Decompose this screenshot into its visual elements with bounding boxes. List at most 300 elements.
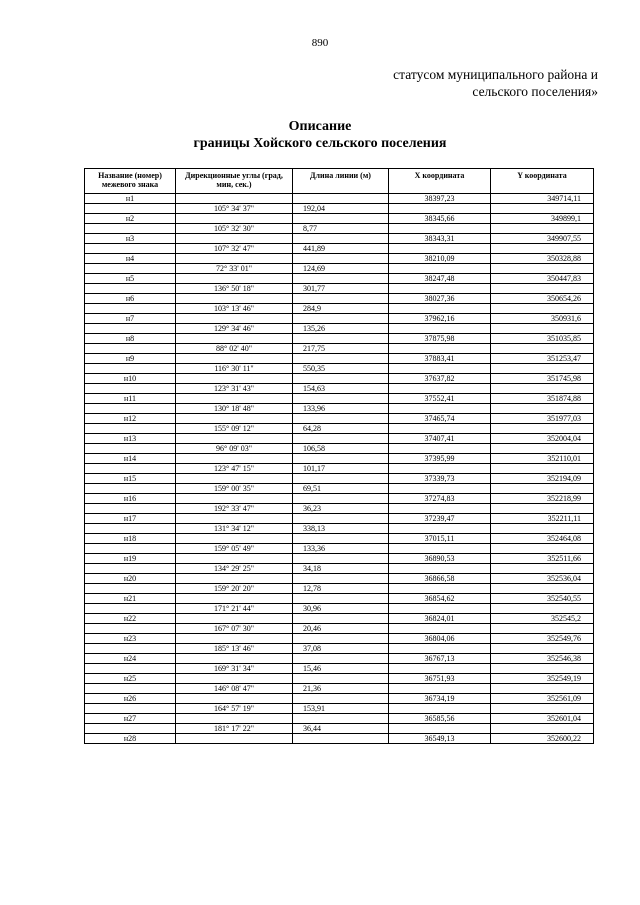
empty-cell [389, 464, 491, 474]
point-row [85, 594, 594, 604]
point-name: н20 [85, 574, 176, 584]
segment-row [85, 304, 594, 314]
empty-cell [293, 354, 389, 364]
segment-row [85, 724, 594, 734]
point-name: н10 [85, 374, 176, 384]
empty-cell [176, 374, 293, 384]
x-coordinate: 36734,19 [389, 694, 491, 704]
direction-angle: 146° 08' 47" [176, 684, 293, 694]
x-coordinate: 37552,41 [389, 394, 491, 404]
empty-cell [293, 434, 389, 444]
point-row [85, 294, 594, 304]
point-row [85, 674, 594, 684]
point-row [85, 314, 594, 324]
empty-cell [293, 374, 389, 384]
segment-row [85, 284, 594, 294]
empty-cell [293, 614, 389, 624]
empty-cell [293, 694, 389, 704]
line-length: 64,28 [293, 424, 389, 434]
x-coordinate: 36751,93 [389, 674, 491, 684]
empty-cell [293, 494, 389, 504]
y-coordinate: 352540,55 [491, 594, 594, 604]
empty-cell [491, 324, 594, 334]
empty-cell [389, 284, 491, 294]
x-coordinate: 36804,06 [389, 634, 491, 644]
direction-angle: 105° 34' 37" [176, 204, 293, 214]
empty-cell [389, 564, 491, 574]
empty-cell [389, 704, 491, 714]
direction-angle: 134° 29' 25" [176, 564, 293, 574]
y-coordinate: 351253,47 [491, 354, 594, 364]
empty-cell [85, 684, 176, 694]
x-coordinate: 36824,01 [389, 614, 491, 624]
point-name: н15 [85, 474, 176, 484]
empty-cell [85, 364, 176, 374]
empty-cell [85, 424, 176, 434]
point-name: н3 [85, 234, 176, 244]
y-coordinate: 350654,26 [491, 294, 594, 304]
y-coordinate: 352549,76 [491, 634, 594, 644]
empty-cell [389, 444, 491, 454]
empty-cell [176, 294, 293, 304]
point-name: н6 [85, 294, 176, 304]
y-coordinate: 352600,22 [491, 734, 594, 744]
empty-cell [293, 574, 389, 584]
y-coordinate: 352194,09 [491, 474, 594, 484]
line-length: 101,17 [293, 464, 389, 474]
y-coordinate: 352211,11 [491, 514, 594, 524]
x-coordinate: 37339,73 [389, 474, 491, 484]
direction-angle: 136° 50' 18" [176, 284, 293, 294]
y-coordinate: 351977,03 [491, 414, 594, 424]
y-coordinate: 351874,88 [491, 394, 594, 404]
x-coordinate: 37395,99 [389, 454, 491, 464]
point-name: н14 [85, 454, 176, 464]
line-length: 284,9 [293, 304, 389, 314]
empty-cell [491, 724, 594, 734]
x-coordinate: 37239,47 [389, 514, 491, 524]
empty-cell [293, 234, 389, 244]
line-length: 133,36 [293, 544, 389, 554]
point-name: н12 [85, 414, 176, 424]
segment-row [85, 584, 594, 594]
empty-cell [491, 704, 594, 714]
point-name: н24 [85, 654, 176, 664]
empty-cell [85, 584, 176, 594]
x-coordinate: 37465,74 [389, 414, 491, 424]
header-x: X координата [389, 169, 491, 194]
x-coordinate: 38345,66 [389, 214, 491, 224]
point-name: н27 [85, 714, 176, 724]
direction-angle: 167° 07' 30" [176, 624, 293, 634]
empty-cell [389, 504, 491, 514]
segment-row [85, 244, 594, 254]
header-y: Y координата [491, 169, 594, 194]
point-name: н4 [85, 254, 176, 264]
empty-cell [389, 424, 491, 434]
point-row [85, 654, 594, 664]
direction-angle: 123° 47' 15" [176, 464, 293, 474]
empty-cell [85, 524, 176, 534]
empty-cell [85, 284, 176, 294]
point-name: н23 [85, 634, 176, 644]
document-title [0, 118, 640, 152]
direction-angle: 105° 32' 30" [176, 224, 293, 234]
empty-cell [85, 224, 176, 234]
segment-row [85, 524, 594, 534]
segment-row [85, 464, 594, 474]
empty-cell [176, 194, 293, 204]
empty-cell [176, 434, 293, 444]
line-length: 30,96 [293, 604, 389, 614]
segment-row [85, 444, 594, 454]
point-name: н5 [85, 274, 176, 284]
point-row [85, 254, 594, 264]
line-length: 217,75 [293, 344, 389, 354]
empty-cell [389, 484, 491, 494]
direction-angle: 169° 31' 34" [176, 664, 293, 674]
empty-cell [176, 474, 293, 484]
empty-cell [389, 304, 491, 314]
empty-cell [491, 644, 594, 654]
y-coordinate: 352004,04 [491, 434, 594, 444]
empty-cell [176, 514, 293, 524]
segment-row [85, 664, 594, 674]
direction-angle: 96° 09' 03" [176, 444, 293, 454]
empty-cell [389, 264, 491, 274]
status-text [393, 66, 598, 100]
direction-angle: 72° 33' 01" [176, 264, 293, 274]
empty-cell [85, 404, 176, 414]
empty-cell [293, 534, 389, 544]
x-coordinate: 36890,53 [389, 554, 491, 564]
y-coordinate: 352536,04 [491, 574, 594, 584]
boundary-table [84, 168, 594, 744]
empty-cell [389, 224, 491, 234]
direction-angle: 159° 05' 49" [176, 544, 293, 554]
empty-cell [176, 314, 293, 324]
empty-cell [389, 364, 491, 374]
empty-cell [176, 574, 293, 584]
segment-row [85, 404, 594, 414]
empty-cell [176, 494, 293, 504]
empty-cell [85, 444, 176, 454]
empty-cell [491, 604, 594, 614]
point-row [85, 554, 594, 564]
point-name: н18 [85, 534, 176, 544]
point-row [85, 354, 594, 364]
y-coordinate: 352110,01 [491, 454, 594, 464]
empty-cell [85, 604, 176, 614]
point-row [85, 414, 594, 424]
page-number: 890 [311, 37, 329, 49]
point-name: н25 [85, 674, 176, 684]
line-length: 12,78 [293, 584, 389, 594]
direction-angle: 192° 33' 47" [176, 504, 293, 514]
x-coordinate: 36866,58 [389, 574, 491, 584]
x-coordinate: 38027,36 [389, 294, 491, 304]
empty-cell [176, 654, 293, 664]
empty-cell [176, 554, 293, 564]
y-coordinate: 350447,83 [491, 274, 594, 284]
header-angle: Дирекционные углы (град, мин, сек.) [176, 169, 293, 194]
empty-cell [389, 524, 491, 534]
direction-angle: 164° 57' 19" [176, 704, 293, 714]
header-length: Длина линии (м) [293, 169, 389, 194]
segment-row [85, 544, 594, 554]
y-coordinate: 352545,2 [491, 614, 594, 624]
x-coordinate: 37637,82 [389, 374, 491, 384]
segment-row [85, 604, 594, 614]
x-coordinate: 36767,13 [389, 654, 491, 664]
empty-cell [389, 324, 491, 334]
empty-cell [389, 544, 491, 554]
empty-cell [176, 594, 293, 604]
point-name: н16 [85, 494, 176, 504]
empty-cell [176, 234, 293, 244]
direction-angle: 181° 17' 22" [176, 724, 293, 734]
empty-cell [491, 344, 594, 354]
x-coordinate: 38210,09 [389, 254, 491, 264]
empty-cell [389, 684, 491, 694]
line-length: 36,23 [293, 504, 389, 514]
title-line-1: Описание [288, 119, 352, 134]
empty-cell [491, 304, 594, 314]
table-body [85, 194, 594, 744]
segment-row [85, 684, 594, 694]
header-name: Название (номер) межевого знака [85, 169, 176, 194]
y-coordinate: 352464,08 [491, 534, 594, 544]
direction-angle: 171° 21' 44" [176, 604, 293, 614]
point-name: н28 [85, 734, 176, 744]
x-coordinate: 36854,62 [389, 594, 491, 604]
empty-cell [491, 544, 594, 554]
empty-cell [176, 354, 293, 364]
segment-row [85, 424, 594, 434]
line-length: 37,08 [293, 644, 389, 654]
line-length: 124,69 [293, 264, 389, 274]
x-coordinate: 37015,11 [389, 534, 491, 544]
line-length: 15,46 [293, 664, 389, 674]
line-length: 36,44 [293, 724, 389, 734]
empty-cell [491, 244, 594, 254]
empty-cell [293, 194, 389, 204]
point-row [85, 614, 594, 624]
segment-row [85, 224, 594, 234]
segment-row [85, 264, 594, 274]
empty-cell [85, 724, 176, 734]
segment-row [85, 364, 594, 374]
point-row [85, 274, 594, 284]
point-row [85, 434, 594, 444]
empty-cell [85, 244, 176, 254]
empty-cell [85, 544, 176, 554]
point-name: н19 [85, 554, 176, 564]
empty-cell [491, 504, 594, 514]
empty-cell [85, 504, 176, 514]
segment-row [85, 204, 594, 214]
point-row [85, 394, 594, 404]
status-line-2: сельского поселения» [472, 84, 598, 99]
empty-cell [491, 664, 594, 674]
empty-cell [389, 384, 491, 394]
y-coordinate: 349714,11 [491, 194, 594, 204]
point-row [85, 494, 594, 504]
point-row [85, 214, 594, 224]
empty-cell [176, 334, 293, 344]
segment-row [85, 324, 594, 334]
empty-cell [491, 284, 594, 294]
empty-cell [85, 344, 176, 354]
empty-cell [176, 454, 293, 464]
empty-cell [293, 734, 389, 744]
empty-cell [85, 384, 176, 394]
empty-cell [491, 364, 594, 374]
direction-angle: 130° 18' 48" [176, 404, 293, 414]
empty-cell [389, 604, 491, 614]
empty-cell [85, 464, 176, 474]
line-length: 34,18 [293, 564, 389, 574]
direction-angle: 159° 20' 20" [176, 584, 293, 594]
empty-cell [293, 634, 389, 644]
point-name: н2 [85, 214, 176, 224]
point-name: н1 [85, 194, 176, 204]
point-row [85, 514, 594, 524]
direction-angle: 88° 02' 40" [176, 344, 293, 354]
empty-cell [491, 624, 594, 634]
empty-cell [85, 664, 176, 674]
empty-cell [85, 624, 176, 634]
empty-cell [389, 204, 491, 214]
point-row [85, 454, 594, 464]
point-name: н8 [85, 334, 176, 344]
empty-cell [293, 554, 389, 564]
y-coordinate: 350931,6 [491, 314, 594, 324]
point-name: н21 [85, 594, 176, 604]
empty-cell [389, 404, 491, 414]
point-name: н9 [85, 354, 176, 364]
empty-cell [389, 624, 491, 634]
point-row [85, 474, 594, 484]
empty-cell [85, 204, 176, 214]
point-row [85, 574, 594, 584]
direction-angle: 155° 09' 12" [176, 424, 293, 434]
direction-angle: 185° 13' 46" [176, 644, 293, 654]
y-coordinate: 352511,66 [491, 554, 594, 564]
empty-cell [389, 344, 491, 354]
direction-angle: 103° 13' 46" [176, 304, 293, 314]
line-length: 21,36 [293, 684, 389, 694]
title-line-2: границы Хойского сельского поселения [193, 136, 447, 151]
point-row [85, 374, 594, 384]
empty-cell [491, 424, 594, 434]
y-coordinate: 351745,98 [491, 374, 594, 384]
empty-cell [176, 394, 293, 404]
empty-cell [389, 644, 491, 654]
x-coordinate: 37875,98 [389, 334, 491, 344]
empty-cell [491, 484, 594, 494]
empty-cell [176, 674, 293, 684]
empty-cell [293, 454, 389, 464]
empty-cell [293, 314, 389, 324]
line-length: 20,46 [293, 624, 389, 634]
empty-cell [293, 334, 389, 344]
empty-cell [491, 444, 594, 454]
x-coordinate: 36585,56 [389, 714, 491, 724]
x-coordinate: 37883,41 [389, 354, 491, 364]
empty-cell [176, 274, 293, 284]
direction-angle: 116° 30' 11" [176, 364, 293, 374]
line-length: 153,91 [293, 704, 389, 714]
line-length: 135,26 [293, 324, 389, 334]
empty-cell [491, 584, 594, 594]
empty-cell [293, 294, 389, 304]
y-coordinate: 349899,1 [491, 214, 594, 224]
line-length: 192,04 [293, 204, 389, 214]
empty-cell [176, 534, 293, 544]
x-coordinate: 38397,23 [389, 194, 491, 204]
empty-cell [293, 474, 389, 484]
empty-cell [491, 464, 594, 474]
point-name: н13 [85, 434, 176, 444]
segment-row [85, 564, 594, 574]
empty-cell [491, 564, 594, 574]
point-name: н11 [85, 394, 176, 404]
x-coordinate: 36549,13 [389, 734, 491, 744]
empty-cell [176, 714, 293, 724]
point-row [85, 734, 594, 744]
y-coordinate: 352549,19 [491, 674, 594, 684]
empty-cell [176, 694, 293, 704]
x-coordinate: 38343,31 [389, 234, 491, 244]
empty-cell [491, 404, 594, 414]
point-row [85, 234, 594, 244]
empty-cell [293, 594, 389, 604]
empty-cell [85, 264, 176, 274]
empty-cell [176, 614, 293, 624]
empty-cell [85, 304, 176, 314]
segment-row [85, 504, 594, 514]
x-coordinate: 37274,83 [389, 494, 491, 504]
line-length: 133,96 [293, 404, 389, 414]
empty-cell [176, 214, 293, 224]
point-row [85, 534, 594, 544]
line-length: 301,77 [293, 284, 389, 294]
empty-cell [176, 634, 293, 644]
x-coordinate: 38247,48 [389, 274, 491, 284]
point-name: н26 [85, 694, 176, 704]
line-length: 550,35 [293, 364, 389, 374]
line-length: 338,13 [293, 524, 389, 534]
direction-angle: 129° 34' 46" [176, 324, 293, 334]
point-name: н7 [85, 314, 176, 324]
empty-cell [491, 384, 594, 394]
direction-angle: 131° 34' 12" [176, 524, 293, 534]
point-row [85, 334, 594, 344]
y-coordinate: 350328,88 [491, 254, 594, 264]
status-line-1: статусом муниципального района и [393, 67, 598, 82]
empty-cell [176, 414, 293, 424]
y-coordinate: 352546,38 [491, 654, 594, 664]
point-name: н22 [85, 614, 176, 624]
empty-cell [85, 644, 176, 654]
empty-cell [85, 484, 176, 494]
empty-cell [389, 584, 491, 594]
x-coordinate: 37962,16 [389, 314, 491, 324]
y-coordinate: 352561,09 [491, 694, 594, 704]
empty-cell [293, 254, 389, 264]
empty-cell [389, 244, 491, 254]
